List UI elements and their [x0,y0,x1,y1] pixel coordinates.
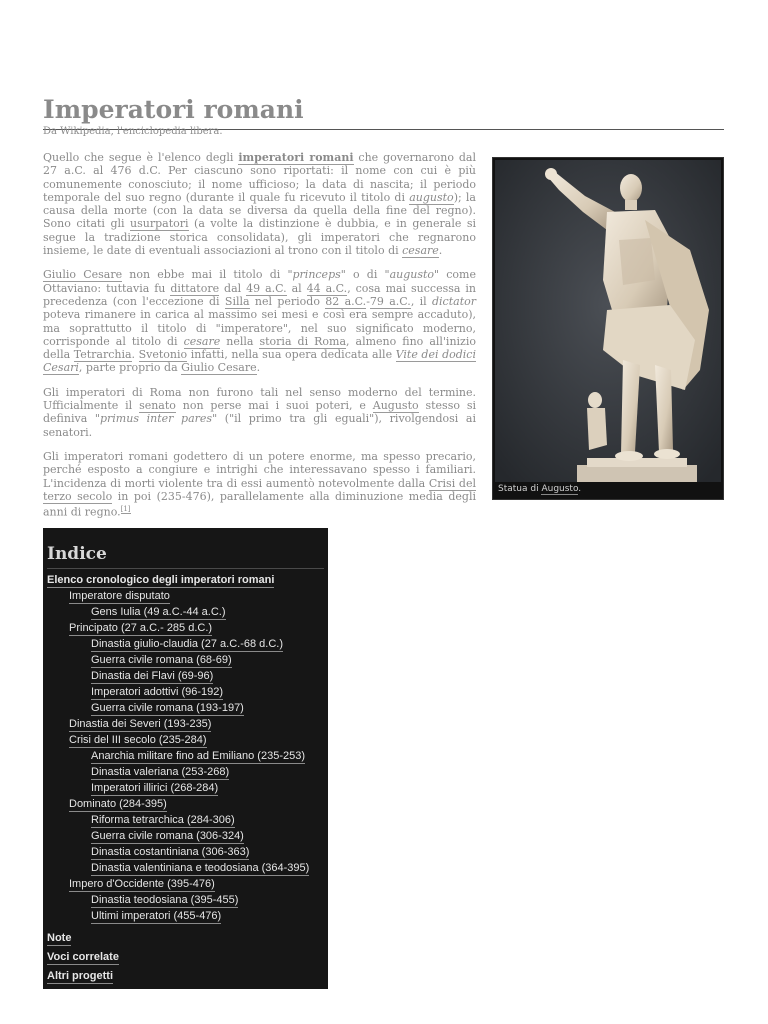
toc-item-label[interactable]: Gens Iulia (49 a.C.-44 a.C.) [91,606,226,618]
toc-item-label[interactable]: Dinastia dei Severi (193-235) [69,718,212,730]
link-silla[interactable]: Silla [224,294,250,308]
toc-item[interactable] [47,814,324,828]
toc-item[interactable] [47,606,324,620]
link-senato[interactable]: senato [139,399,176,413]
link-vite-dei-dodici-cesari[interactable]: Vite dei dodici Cesari [43,348,476,375]
senato-paragraph: Gli imperatori di Roma non furono tali nel senso moderno del termine. Ufficialmente il senato non perse mai i suoi poteri, e Augusto stesso si definiva "primus inter pares" ("il primo tra gli eguali"), rivolgendosi ai senatori. [43,385,476,439]
toc-item-label[interactable]: Imperatori adottivi (96-192) [91,686,224,698]
toc-item-label[interactable]: Imperatore disputato [69,590,170,602]
link-79-ac[interactable]: 79 a.C. [369,294,411,308]
toc-item-label[interactable]: Ultimi imperatori (455-476) [91,910,222,922]
toc-item[interactable] [47,622,324,636]
link-tetrarchia[interactable]: Tetrarchia [73,348,132,362]
page-title: Imperatori romani [43,95,724,130]
toc-item-label[interactable]: Dinastia costantiniana (306-363) [91,846,250,858]
toc-item-label[interactable]: Principato (27 a.C.- 285 d.C.) [69,622,213,634]
toc-item[interactable] [47,718,324,732]
toc-item-label[interactable]: Voci correlate [47,951,119,963]
toc-item[interactable] [47,830,324,844]
toc-item[interactable] [47,574,324,588]
link-giulio-cesare-2[interactable]: Giulio Cesare [181,361,257,375]
toc-item[interactable] [47,590,324,604]
link-storia-di-roma[interactable]: storia di Roma [259,334,346,348]
cesare-paragraph: Giulio Cesare non ebbe mai il titolo di "princeps" o di "augusto" come Ottaviano: tuttavia fu dittatore dal 49 a.C. al 44 a.C., cosa mai successa in precedenza (con l'eccezione di Silla nel periodo 82 a.C.-79 a.C., il dictator poteva rimanere in carica al massimo sei mesi e così era sempre accaduto), ma soprattutto il titolo di "imperatore", nel suo significato moderno, corrisponde al titolo di cesare nella storia di Roma, almeno fino all'inizio della Tetrarchia. Svetonio infatti, nella sua opera dedicata alle Vite dei dodici Cesari, parte proprio da Giulio Cesare. [43,268,476,375]
link-crisi-terzo-secolo[interactable]: Crisi del terzo secolo [43,476,476,503]
toc-item[interactable] [47,951,324,965]
toc-item-label[interactable]: Dinastia valeriana (253-268) [91,766,230,778]
toc-item-label[interactable]: Dinastia valentiniana e teodosiana (364-395) [91,862,310,874]
augustus-statue-image[interactable] [495,160,721,482]
figure-caption: Statua di Augusto. [498,484,582,494]
link-imperatori-romani[interactable]: imperatori romani [238,151,354,164]
toc-item-label[interactable]: Anarchia militare fino ad Emiliano (235-253) [91,750,305,762]
toc-item[interactable] [47,766,324,780]
link-augusto[interactable]: Augusto [372,399,419,413]
toc-item[interactable] [47,734,324,748]
intro-paragraph: Quello che segue è l'elenco degli imperatori romani che governarono dal 27 a.C. al 476 d.C. Per ciascuno sono riportati: il nome con cui è più comunemente conosciuto; il nome ufficioso; la data di nascita; il periodo temporale del suo regno (durante il quale fu ricevuto il titolo di augusto); la causa della morte (con la data se diversa da quella della fine del regno). Sono citati gli usurpatori (a volte la distinzione è dubbia, e in generale si segue la tradizione storica consolidata), gli imperatori che regnarono insieme, le date di eventuali associazioni al trono con il titolo di cesare. [43,151,476,258]
toc-item[interactable] [47,798,324,812]
potere-paragraph: Gli imperatori romani godettero di un potere enorme, ma spesso precario, perché esposto a congiure e intrighi che interessavano spesso i familiari. L'incidenza di morti violente tra di essi aumentò notevolmente dalla Crisi del terzo secolo in poi (235-476), parallelamente alla diminuzione media degli anni di regno.[1] [43,449,476,519]
link-82-ac[interactable]: 82 a.C. [325,294,367,308]
toc-item[interactable] [47,638,324,652]
toc-item[interactable] [47,932,324,946]
toc-item[interactable] [47,878,324,892]
toc-item-label[interactable]: Guerra civile romana (68-69) [91,654,232,666]
link-augusto-title[interactable]: augusto [409,190,454,204]
toc-item[interactable] [47,782,324,796]
toc-item-label[interactable]: Riforma tetrarchica (284-306) [91,814,235,826]
link-44-ac[interactable]: 44 a.C. [306,281,348,295]
toc-item[interactable] [47,670,324,684]
toc-item[interactable] [47,686,324,700]
link-dittatore[interactable]: dittatore [170,281,220,295]
link-cesare[interactable]: cesare [402,244,439,258]
augustus-figure [492,157,724,500]
toc-item-label[interactable]: Imperatori illirici (268-284) [91,782,219,794]
toc-item-label[interactable]: Crisi del III secolo (235-284) [69,734,207,746]
caption-link-augusto[interactable]: Augusto [541,484,579,494]
table-of-contents [43,528,328,989]
toc-item-label[interactable]: Dinastia dei Flavi (69-96) [91,670,214,682]
toc-item[interactable] [47,894,324,908]
toc-item-label[interactable]: Dinastia giulio-claudia (27 a.C.-68 d.C.) [91,638,283,650]
toc-item-label[interactable]: Dinastia teodosiana (395-455) [91,894,239,906]
toc-item[interactable] [47,654,324,668]
page-subtitle: Da Wikipedia, l'enciclopedia libera. [43,126,223,137]
toc-item-label[interactable]: Impero d'Occidente (395-476) [69,878,215,890]
toc-title: Indice [47,544,324,569]
toc-item[interactable] [47,970,324,984]
toc-item[interactable] [47,910,324,924]
toc-item-label[interactable]: Altri progetti [47,970,113,982]
link-usurpatori[interactable]: usurpatori [130,217,189,231]
link-giulio-cesare[interactable]: Giulio Cesare [43,268,123,282]
toc-item-label[interactable]: Guerra civile romana (306-324) [91,830,244,842]
toc-item-label[interactable]: Elenco cronologico degli imperatori romani [47,574,275,586]
link-cesare-2[interactable]: cesare [183,334,221,348]
toc-item-label[interactable]: Dominato (284-395) [69,798,167,810]
toc-item[interactable] [47,750,324,764]
link-svetonio[interactable]: Svetonio [138,348,188,362]
toc-item-label[interactable]: Guerra civile romana (193-197) [91,702,244,714]
footnote-ref-1[interactable]: [1] [120,505,131,514]
toc-item[interactable] [47,846,324,860]
link-49-ac[interactable]: 49 a.C. [246,281,287,295]
toc-item[interactable] [47,702,324,716]
toc-list [47,574,324,984]
article-body [43,151,476,530]
toc-item-label[interactable]: Note [47,932,72,944]
toc-item[interactable] [47,862,324,876]
